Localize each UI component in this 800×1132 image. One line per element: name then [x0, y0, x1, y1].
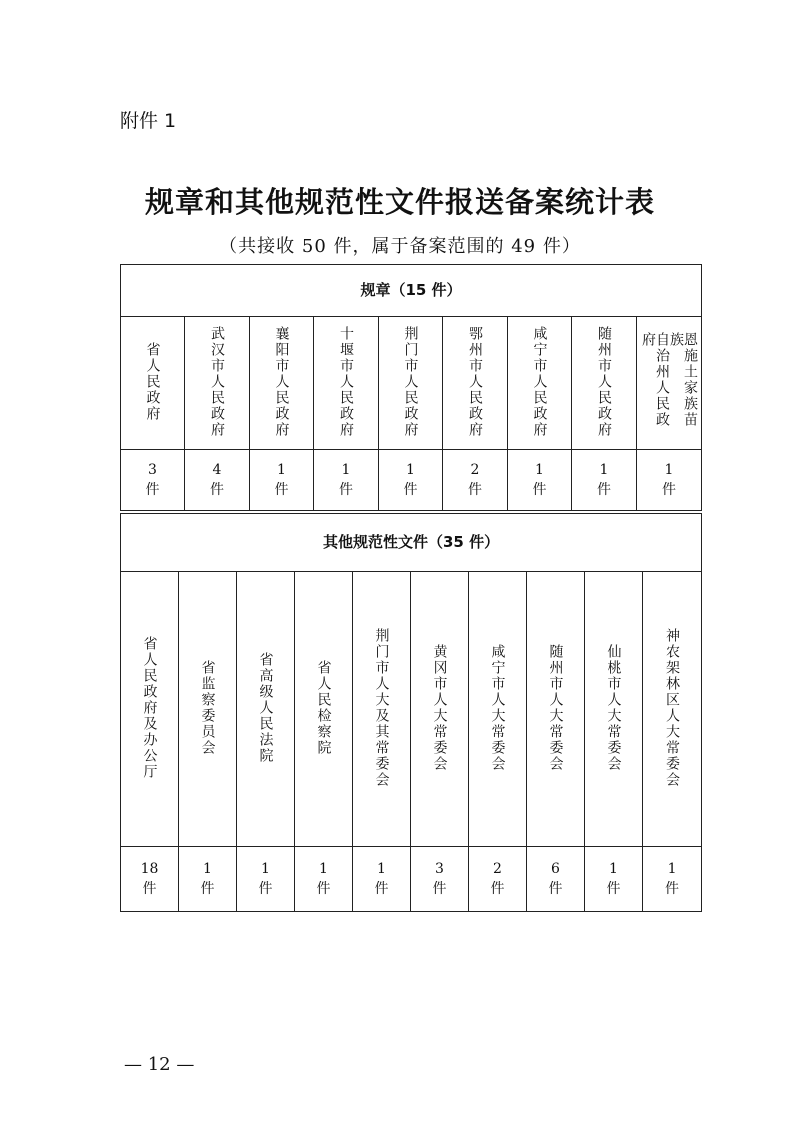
table-cell [121, 572, 179, 847]
count-value: 3 [148, 462, 157, 478]
table-cell [508, 317, 572, 450]
other-documents-count-row [121, 847, 702, 912]
attachment-label: 附件 1 [120, 110, 177, 132]
count-value: 1 [667, 861, 677, 877]
column-name: 省高级人民法院 [257, 651, 274, 764]
column-name: 省人民政府及办公厅 [141, 635, 158, 780]
count-value: 1 [535, 462, 544, 478]
count-value: 1 [664, 462, 674, 478]
page-number: — 12 — [124, 1054, 195, 1075]
count-unit: 件 [258, 881, 273, 897]
count-value: 1 [319, 861, 328, 877]
table-cell [637, 450, 702, 511]
table-cell [527, 847, 585, 912]
count-value: 1 [277, 462, 286, 478]
table-cell [179, 847, 237, 912]
regulations-table [120, 264, 702, 511]
count-value: 2 [470, 462, 480, 478]
column-name: 恩施土家族苗族 [668, 331, 698, 428]
count-unit: 件 [548, 881, 563, 897]
table-cell [637, 317, 702, 450]
table-cell [527, 572, 585, 847]
table-cell [121, 450, 185, 511]
count-unit: 件 [665, 881, 680, 897]
table-cell [508, 450, 572, 511]
table-cell [643, 572, 702, 847]
column-name: 黄冈市人大常委会 [431, 643, 448, 772]
table-cell [469, 847, 527, 912]
table-cell [250, 317, 314, 450]
table-cell [314, 450, 379, 511]
count-value: 1 [341, 462, 351, 478]
table-cell [353, 572, 411, 847]
regulations-name-row [121, 317, 702, 450]
table-cell [379, 317, 443, 450]
other-documents-table [120, 513, 702, 912]
count-value: 1 [261, 861, 270, 877]
table-cell [185, 450, 250, 511]
table-cell [572, 317, 637, 450]
count-unit: 件 [532, 482, 547, 498]
column-name: 荆门市人民政府 [402, 325, 419, 438]
table-cell [411, 847, 469, 912]
count-unit: 件 [662, 482, 676, 498]
table-cell [469, 572, 527, 847]
count-value: 4 [212, 462, 222, 478]
count-value: 1 [377, 861, 386, 877]
count-unit: 件 [490, 881, 505, 897]
column-name: 省人民政府 [144, 341, 161, 422]
count-value: 2 [493, 861, 502, 877]
table-cell [353, 847, 411, 912]
table-cell [179, 572, 237, 847]
table-cell [585, 847, 643, 912]
document-subtitle: （共接收 50 件，属于备案范围的 49 件） [219, 236, 581, 257]
table-cell [643, 847, 702, 912]
count-unit: 件 [468, 482, 482, 498]
count-unit: 件 [200, 881, 215, 897]
count-unit: 件 [606, 881, 621, 897]
table-cell [250, 450, 314, 511]
column-name: 仙桃市人大常委会 [605, 643, 622, 772]
column-name: 省监察委员会 [199, 659, 216, 756]
count-value: 1 [609, 861, 618, 877]
column-name: 自治州人民政府 [640, 331, 670, 428]
regulations-header: 规章（15 件） [121, 265, 702, 317]
table-cell [585, 572, 643, 847]
column-name: 鄂州市人民政府 [467, 325, 483, 438]
table-cell [121, 317, 185, 450]
count-unit: 件 [145, 482, 160, 498]
table-cell [121, 847, 179, 912]
column-name: 随州市人大常委会 [547, 643, 564, 772]
table-cell [379, 450, 443, 511]
count-value: 3 [435, 861, 444, 877]
table-cell [295, 847, 353, 912]
column-name: 咸宁市人民政府 [531, 325, 548, 438]
count-value: 1 [599, 462, 609, 478]
count-unit: 件 [274, 482, 289, 498]
column-name: 咸宁市人大常委会 [489, 643, 506, 772]
count-unit: 件 [339, 482, 353, 498]
count-unit: 件 [432, 881, 447, 897]
column-name: 随州市人民政府 [596, 325, 612, 438]
document-title: 规章和其他规范性文件报送备案统计表 [144, 185, 655, 219]
column-name: 省人民检察院 [315, 659, 332, 756]
table-cell [572, 450, 637, 511]
table-cell [443, 450, 508, 511]
count-unit: 件 [210, 482, 224, 498]
column-name: 武汉市人民政府 [209, 325, 225, 438]
table-cell [411, 572, 469, 847]
table-cell [295, 572, 353, 847]
other-documents-header: 其他规范性文件（35 件） [121, 514, 702, 572]
column-name: 襄阳市人民政府 [273, 325, 290, 438]
regulations-count-row [121, 450, 702, 511]
count-unit: 件 [374, 881, 389, 897]
table-cell [443, 317, 508, 450]
count-value: 18 [140, 861, 159, 877]
count-unit: 件 [403, 482, 418, 498]
table-cell [314, 317, 379, 450]
count-value: 6 [551, 861, 560, 877]
count-unit: 件 [597, 482, 611, 498]
table-cell [237, 847, 295, 912]
column-name: 神农架林区人大常委会 [664, 627, 681, 788]
table-cell [237, 572, 295, 847]
other-documents-name-row [121, 572, 702, 847]
count-unit: 件 [316, 881, 331, 897]
count-value: 1 [203, 861, 212, 877]
column-name: 荆门市人大及其常委会 [373, 627, 390, 788]
count-value: 1 [406, 462, 415, 478]
table-cell [185, 317, 250, 450]
count-unit: 件 [142, 881, 157, 897]
column-name: 十堰市人民政府 [338, 325, 354, 438]
